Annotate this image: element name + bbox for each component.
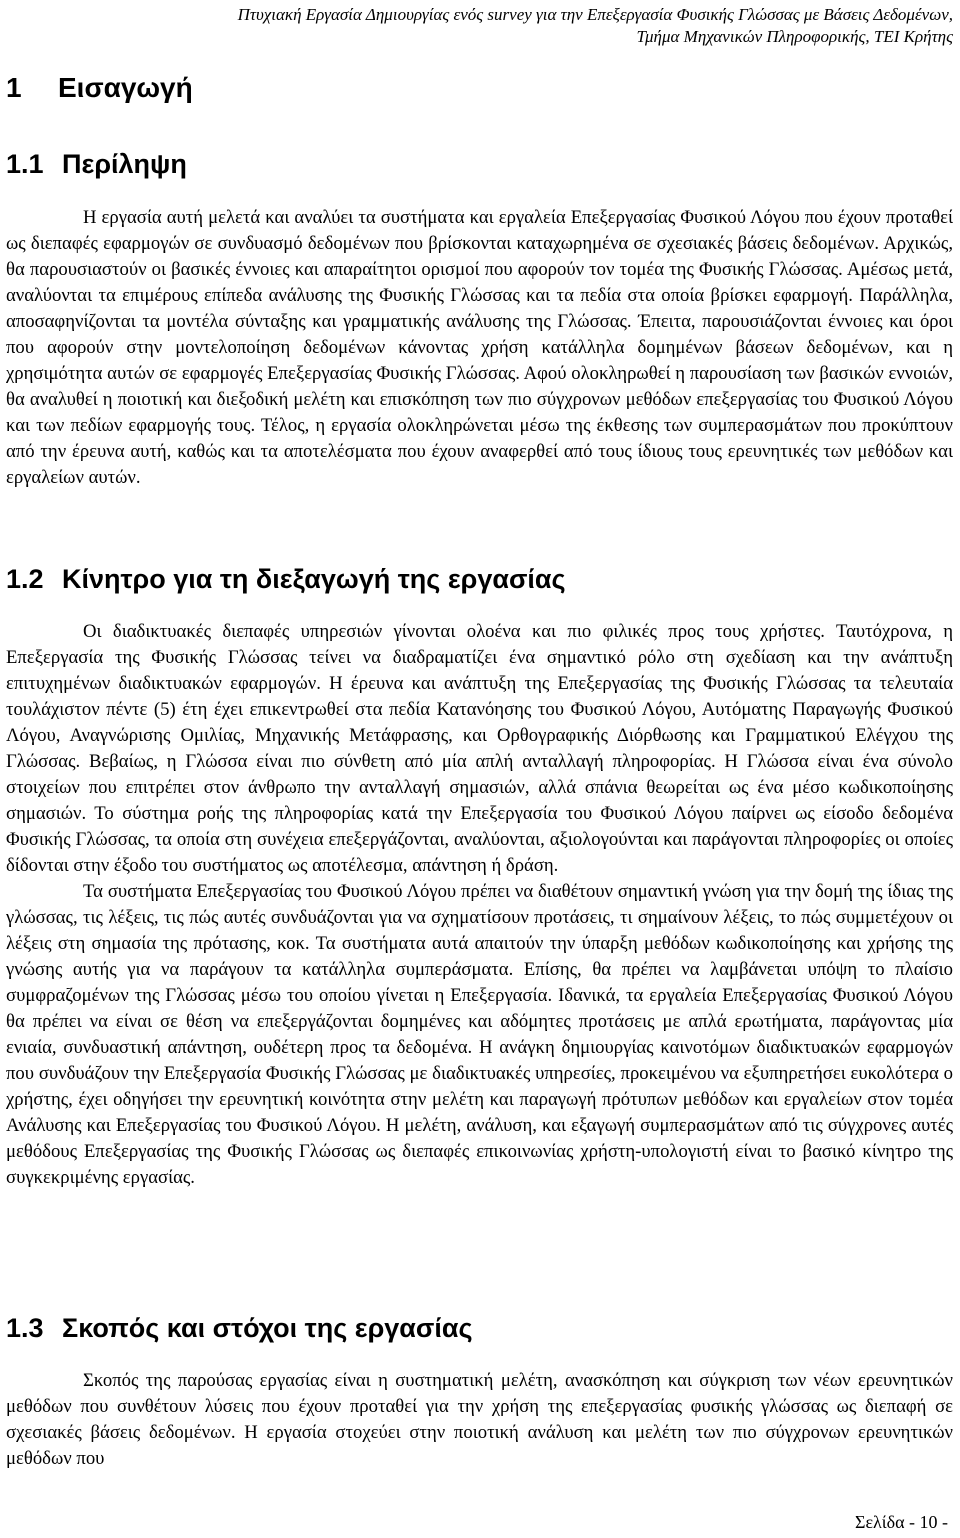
chapter-heading: [6, 70, 193, 106]
paragraph: Οι διαδικτυακές διεπαφές υπηρεσιών γίνονται ολοένα και πιο φιλικές προς τους χρήστες. Ταυτόχρονα, η Επεξεργασία της Φυσικής Γλώσσας τείνει να διαδραματίζει ένα σημαντικό ρόλο στη σχεδίαση και την ανάπτυξη επιτυχημένων διαδικτυακών εφαρμογών. Η έρευνα και ανάπτυξη της Επεξεργασίας της Φυσικής Γλώσσας τα τελευταία τουλάχιστον πέντε (5) έτη έχει επικεντρωθεί στα πεδία Κατανόησης του Φυσικού Λόγου, Αυτόματης Παραγωγής Φυσικού Λόγου, Αναγνώρισης Ομιλίας, Μηχανικής Μετάφρασης, και Ορθογραφικής Διόρθωσης και Γραμματικού Ελέγχου της Γλώσσας. Βεβαίως, η Γλώσσα είναι πιο σύνθετη από μία απλή ανταλλαγή πληροφορίας. Η Γλώσσα είναι ένα σύνολο στοιχείων που επιτρέπει στον άνθρωπο την ανταλλαγή σημασιών, αλλά σπάνια θεωρείται ως ένα μέσο κωδικοποίησης σημασιών. Το σύστημα ροής της πληροφορίας κατά την Επεξεργασία του Φυσικού Λόγου παίρνει ως είσοδο δεδομένα Φυσικής Γλώσσας, τα οποία στη συνέχεια επεξεργάζονται, αναλύονται, αξιολογούνται και παράγονται πληροφορίες οι οποίες δίδονται στην έξοδο του συστήματος ως αποτέλεσμα, απάντηση ή δράση.: [6, 621, 953, 876]
section-title: Σκοπός και στόχοι της εργασίας: [62, 1313, 473, 1343]
page-number-footer: Σελίδα - 10 -: [854, 1512, 948, 1532]
section-title: Κίνητρο για τη διεξαγωγή της εργασίας: [62, 564, 566, 594]
paragraph: Η εργασία αυτή μελετά και αναλύει τα συστήματα και εργαλεία Επεξεργασίας Φυσικού Λόγου που έχουν προταθεί ως διεπαφές εφαρμογών σε συνδυασμό δεδομένων που βρίσκονται καταχωρημένα σε σχεσιακές βάσεις δεδομένων. Αρχικώς, θα παρουσιαστούν οι βασικές έννοιες και απαραίτητοι ορισμοί που αφορούν τον τομέα της Φυσικής Γλώσσας. Αμέσως μετά, αναλύονται τα επιμέρους επίπεδα ανάλυσης της Φυσικής Γλώσσας και τα πεδία στα οποία βρίσκει εφαρμογή. Παράλληλα, αποσαφηνίζονται τα μοντέλα σύνταξης και γραμματικής ανάλυσης της Γλώσσας. Έπειτα, παρουσιάζονται έννοιες και όροι που αφορούν στην μοντελοποίηση δεδομένων κάνοντας χρήση κατάλληλα δομημένων βάσεων δεδομένων, και η χρησιμότητα αυτών σε εφαρμογές Επεξεργασίας Φυσικής Γλώσσας. Αφού ολοκληρωθεί η παρουσίαση των βασικών εννοιών, θα αναλυθεί η ποιοτική και διεξοδική μελέτη και επισκόπηση των πιο σύγχρονων μεθόδων επεξεργασίας του Φυσικού Λόγου και των πεδίων εφαρμογής τους. Τέλος, η εργασία ολοκληρώνεται μέσω της έκθεσης των συμπερασμάτων που προκύπτουν από την έρευνα αυτή, καθώς και τα αποτελέσματα που έχουν αναφερθεί από τους ίδιους τους ερευνητικές των μεθόδων και εργαλείων αυτών.: [6, 207, 953, 488]
section-heading-1-3: [6, 1310, 473, 1346]
chapter-title: Εισαγωγή: [58, 72, 193, 103]
section-body-1-3: [6, 1368, 953, 1472]
paragraph: Σκοπός της παρούσας εργασίας είναι η συστηματική μελέτη, ανασκόπηση και σύγκριση των νέων ερευνητικών μεθόδων που συνθέτουν λύσεις που έχουν προταθεί για την χρήση της επεξεργασίας φυσικής γλώσσας ως διεπαφή σε σχεσιακές βάσεις δεδομένων. Η εργασία στοχεύει στην ποιοτική ανάλυση και μελέτη των πιο σύγχρονων ερευνητικών μεθόδων που: [6, 1370, 953, 1469]
section-heading-1-2: [6, 561, 566, 597]
section-number: 1.3: [6, 1313, 44, 1343]
running-header: [238, 4, 953, 48]
section-body-1-2: [6, 619, 953, 1191]
section-title: Περίληψη: [62, 149, 187, 179]
section-number: 1.1: [6, 149, 44, 179]
header-line-2: Τμήμα Μηχανικών Πληροφορικής, ΤΕΙ Κρήτης: [636, 27, 953, 46]
section-body-1-1: [6, 205, 953, 491]
paragraph: Τα συστήματα Επεξεργασίας του Φυσικού Λόγου πρέπει να διαθέτουν σημαντική γνώση για την δομή της ίδιας της γλώσσας, τις λέξεις, τις πώς αυτές συνδυάζονται για να σχηματίσουν προτάσεις, τι σημαίνουν λέξεις, το πώς συμμετέχουν οι λέξεις στη σημασία της πρότασης, κοκ. Τα συστήματα αυτά απαιτούν την ύπαρξη μεθόδων κωδικοποίησης και χρήσης της γνώσης αυτής για να παράγουν τα κατάλληλα συμπεράσματα. Επίσης, θα πρέπει να λαμβάνεται υπόψη το πλαίσιο συμφραζομένων της Γλώσσας μέσω του οποίου γίνεται η Επεξεργασία. Ιδανικά, τα εργαλεία Επεξεργασίας Φυσικού Λόγου θα πρέπει να είναι σε θέση να επεξεργάζονται δομημένες και αδόμητες προτάσεις με απλά ερωτήματα, παράγοντας μία ενιαία, συνδυαστική απάντηση, ουδέτερη προς τα δεδομένα. Η ανάγκη δημιουργίας καινοτόμων διαδικτυακών εφαρμογών που συνδυάζουν την Επεξεργασία Φυσικής Γλώσσας με διαδικτυακές υπηρεσίες, προκειμένου να εξυπηρετήσει ευκολότερα ο χρήστης, έχει οδηγήσει την ερευνητική κοινότητα στην μελέτη και παραγωγή πρότυπων μεθόδων και εργαλείων στον τομέα Ανάλυσης και Επεξεργασίας του Φυσικού Λόγου. Η μελέτη, ανάλυση, και εξαγωγή συμπερασμάτων από τις σύγχρονες αυτές μεθόδους Επεξεργασίας της Φυσικής Γλώσσας ως διεπαφές επικοινωνίας χρήστη-υπολογιστή είναι το βασικό κίνητρο της συγκεκριμένης εργασίας.: [6, 881, 953, 1188]
section-number: 1.2: [6, 564, 44, 594]
section-heading-1-1: [6, 146, 187, 182]
chapter-number: 1: [6, 72, 22, 103]
header-line-1: Πτυχιακή Εργασία Δημιουργίας ενός survey για την Επεξεργασία Φυσικής Γλώσσας με Βάσεις Δεδομένων,: [237, 5, 953, 24]
